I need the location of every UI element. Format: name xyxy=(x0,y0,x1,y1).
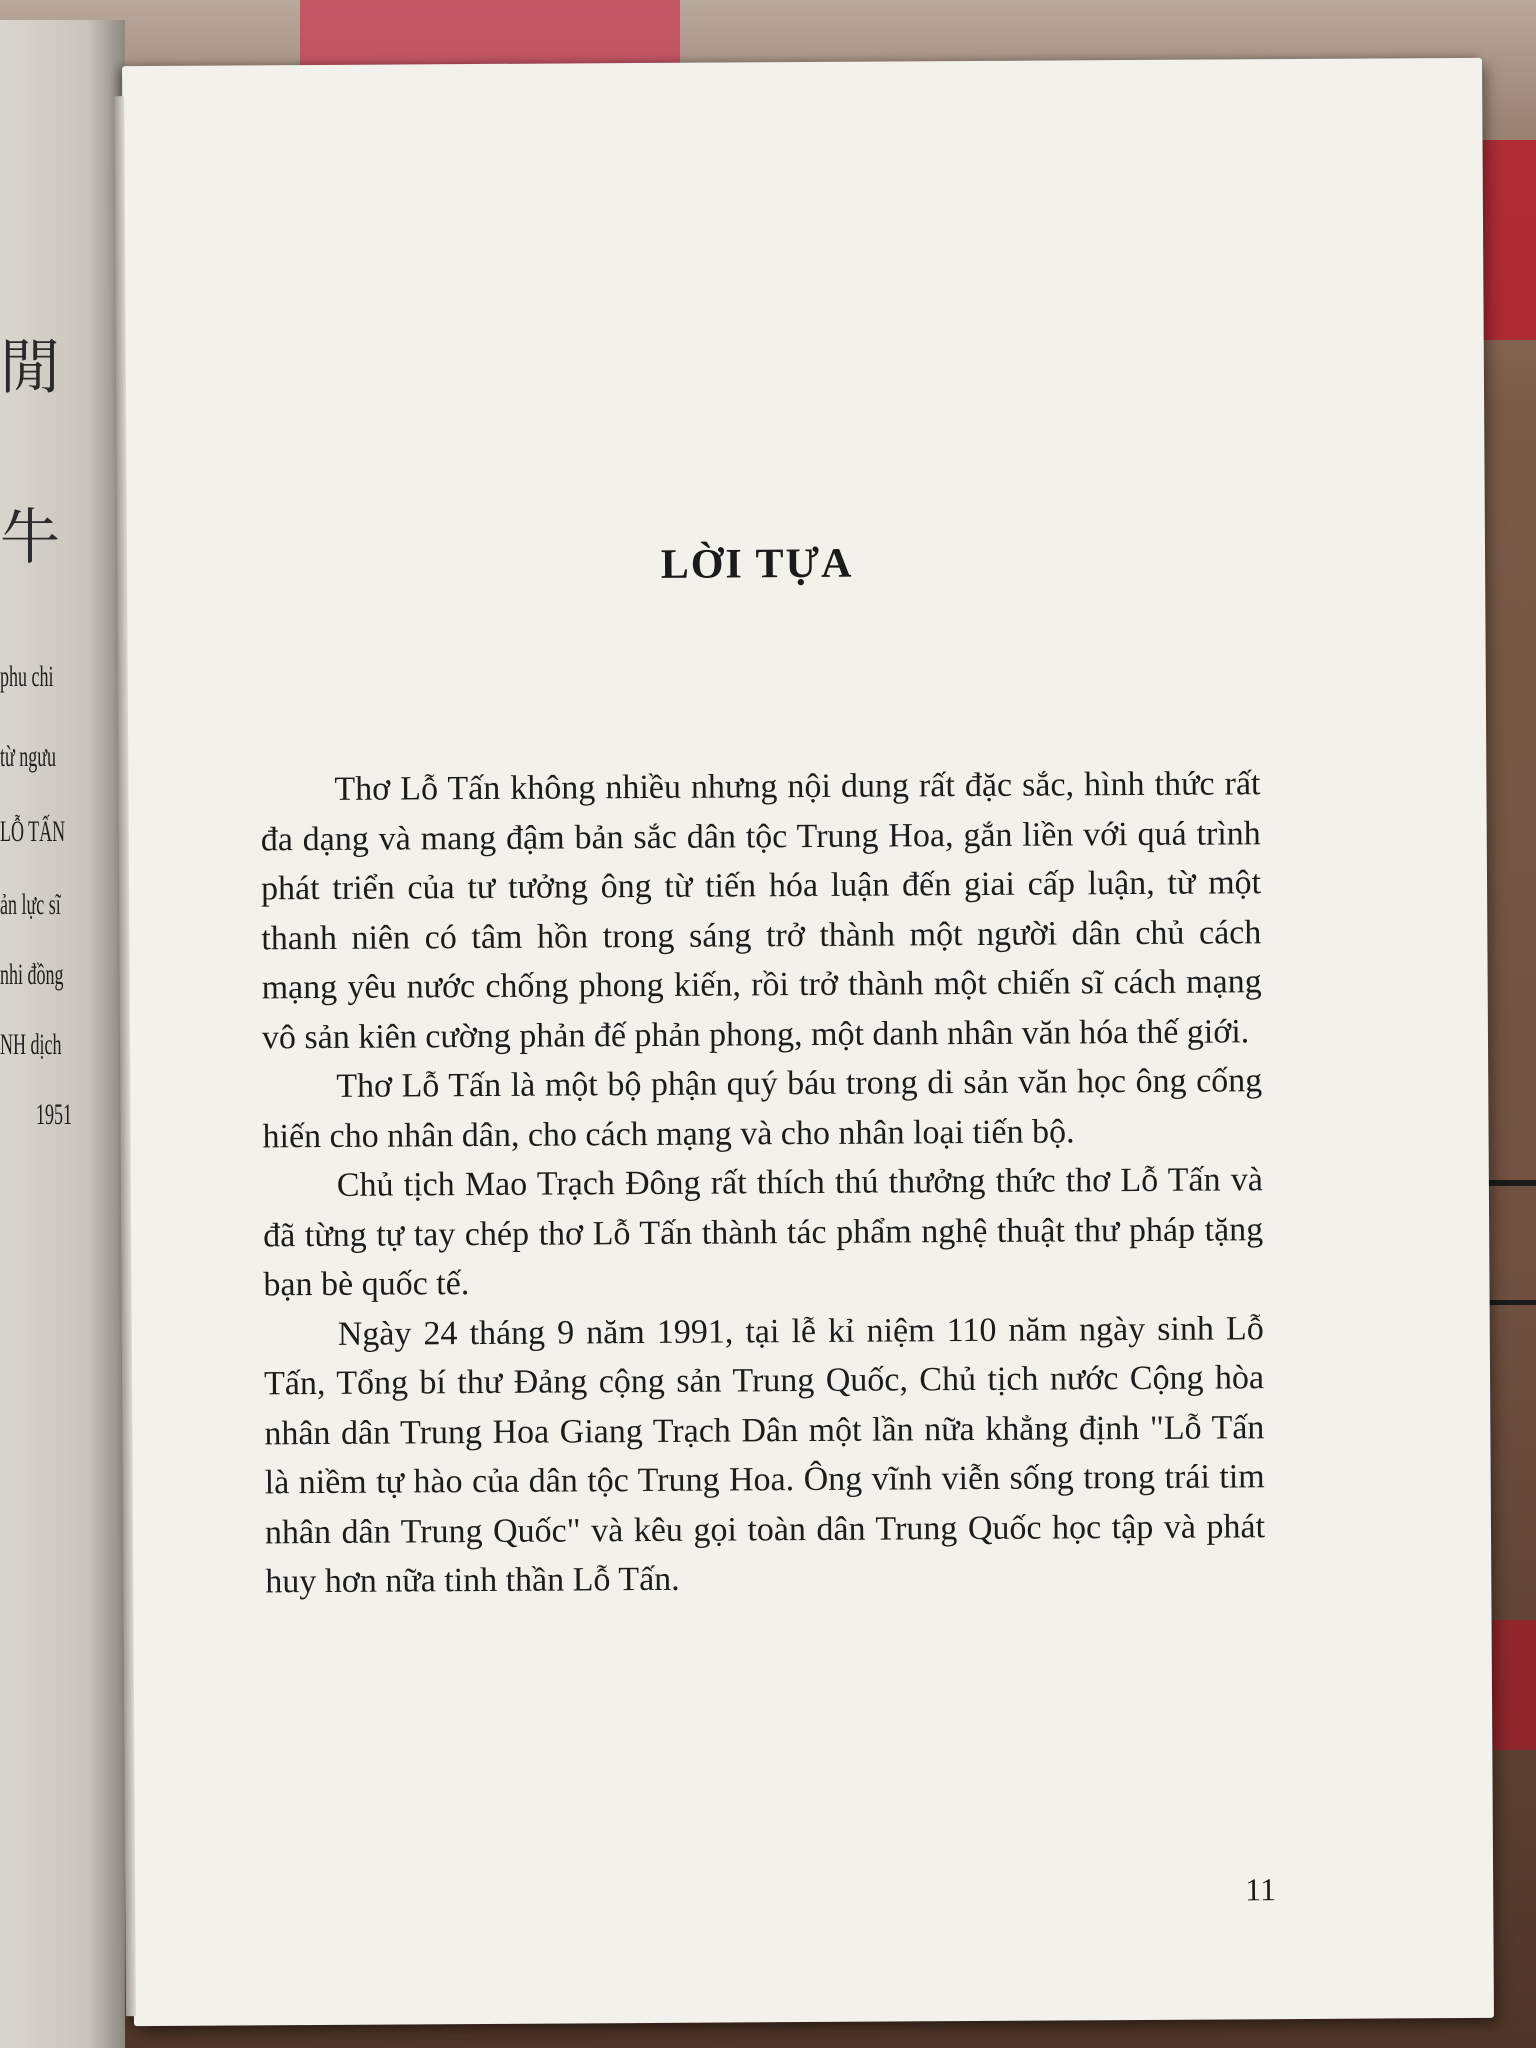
left-page-line: 1951 xyxy=(36,1098,72,1131)
page-body xyxy=(260,759,1265,1607)
left-page-line: từ ngưu xyxy=(0,740,57,773)
left-page-line: ản lực sĩ xyxy=(0,888,61,921)
book-page xyxy=(122,58,1494,2026)
paragraph: Chủ tịch Mao Trạch Đông rất thích thú thưởng thức thơ Lỗ Tấn và đã từng tự tay chép thơ Lỗ Tấn thành tác phẩm nghệ thuật thư pháp tặng bạn bè quốc tế. xyxy=(263,1161,1264,1304)
left-page-line: nhi đồng xyxy=(0,958,64,991)
left-page-line: phu chi xyxy=(0,660,54,693)
paragraph: Ngày 24 tháng 9 năm 1991, tại lễ kỉ niệm 110 năm ngày sinh Lỗ Tấn, Tổng bí thư Đảng cộng sản Trung Quốc, Chủ tịch nước Cộng hòa nhân dân Trung Hoa Giang Trạch Dân một lần nữa khẳng định "Lỗ Tấn là niềm tự hào của dân tộc Trung Hoa. Ông vĩnh viễn sống trong trái tim nhân dân Trung Quốc" và kêu gọi toàn dân Trung Quốc học tập và phát huy hơn nữa tinh thần Lỗ Tấn. xyxy=(263,1309,1266,1601)
left-page-glyph: 閒 xyxy=(0,335,60,401)
left-page-line: LỖ TẤN xyxy=(0,815,66,848)
adjacent-left-page xyxy=(0,20,125,2048)
page-number: 11 xyxy=(1245,1871,1277,1908)
left-page-line: NH dịch xyxy=(0,1028,62,1061)
page-title: LỜI TỰA xyxy=(660,540,854,588)
left-page-glyph: 牛 xyxy=(0,505,60,571)
paragraph: Thơ Lỗ Tấn không nhiều nhưng nội dung rất đặc sắc, hình thức rất đa dạng và mang đậm bản sắc dân tộc Trung Hoa, gắn liền với quá trình phát triển của tư tưởng ông từ tiến hóa luận đến giai cấp luận, từ một thanh niên có tâm hồn trong sáng trở thành một người dân chủ cách mạng yêu nước chống phong kiến, rồi trở thành một chiến sĩ cách mạng vô sản kiên cường phản đế phản phong, một danh nhân văn hóa thế giới. xyxy=(260,765,1262,1056)
paragraph: Thơ Lỗ Tấn là một bộ phận quý báu trong di sản văn học ông cống hiến cho nhân dân, cho cách mạng và cho nhân loại tiến bộ. xyxy=(262,1062,1263,1155)
